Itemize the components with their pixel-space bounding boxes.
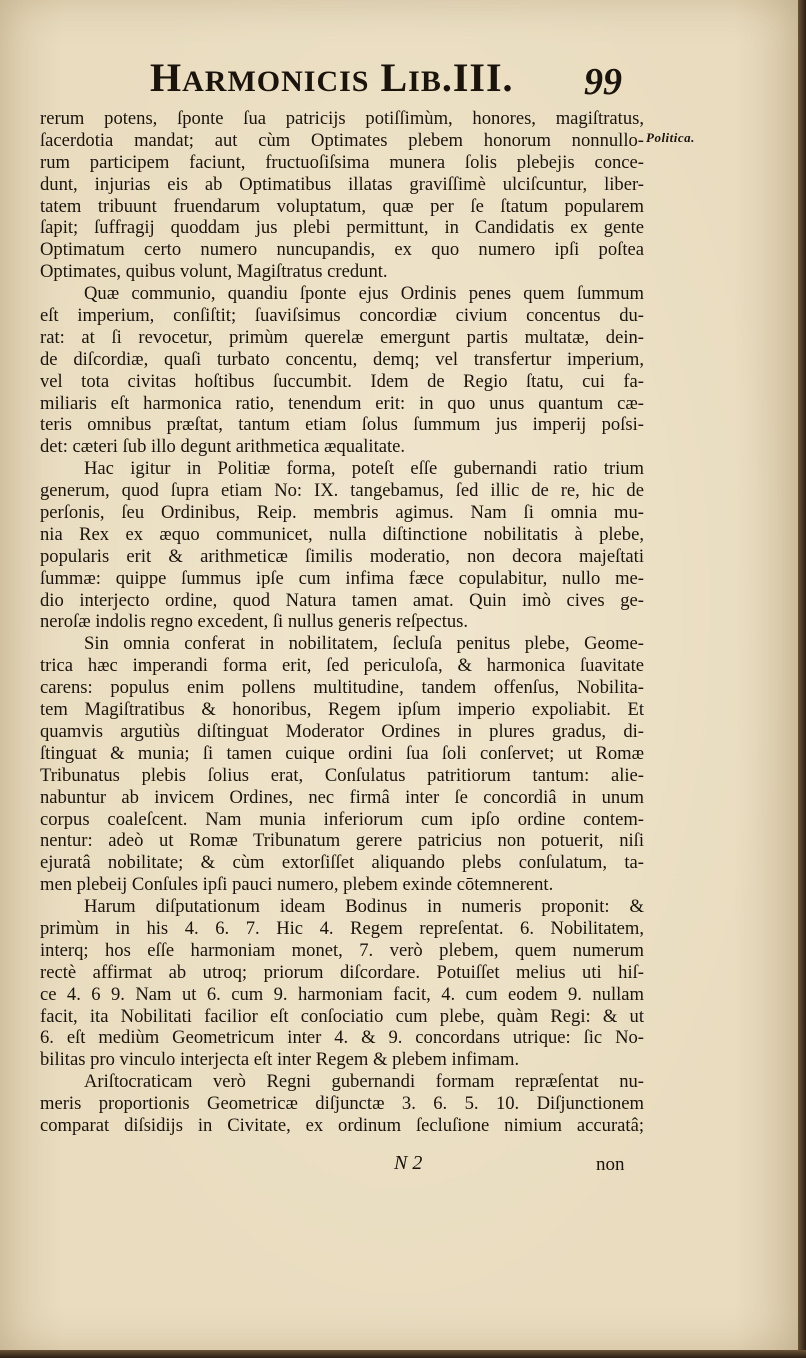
text-line: primùm in his 4. 6. 7. Hic 4. Regem repreſentat. 6. Nobilitatem, [40, 917, 644, 939]
text-line: trica hæc imperandi forma erit, ſed periculoſa, & harmonica ſuavitate [40, 655, 644, 677]
text-line: tem Magiſtratibus & honoribus, Regem ipſum imperio expoliabit. Et [40, 699, 644, 721]
text-line: perſonis, ſeu Ordinibus, Reip. membris agimus. Nam ſi omnia mu- [40, 502, 644, 524]
text-line: ce 4. 6 9. Nam ut 6. cum 9. harmoniam facit, 4. cum eodem 9. nullam [40, 983, 644, 1005]
text-line: tatem tribuunt fruendarum voluptatum, quæ per ſe ſtatum popularem [40, 195, 644, 217]
text-line: teris omnibus præſtat, tantum etiam ſolus ſummum jus imperij poſsi- [40, 414, 644, 436]
text-line: quamvis argutiùs diſtinguat Moderator Ordines in plures gradus, di- [40, 720, 644, 742]
text-line: de diſcordiæ, quaſi turbato concentu, demq; vel transfertur imperium, [40, 348, 644, 370]
body-text [40, 108, 644, 1137]
text-line: corpus coaleſcent. Nam munia inferiorum cum ipſo ordine contem- [40, 808, 644, 830]
marginal-note: Politica. [646, 130, 695, 145]
text-line: rerum potens, ſponte ſua patricijs potiſſimùm, honores, magiſtratus, [40, 108, 644, 129]
running-head-lib-initial: L [380, 55, 409, 100]
text-line: Sin omnia conferat in nobilitatem, ſecluſa penitus plebe, Geome- [84, 633, 644, 655]
running-head [150, 54, 514, 101]
text-line: meris proportionis Geometricæ diſjunctæ 3. 6. 5. 10. Diſjunctionem [40, 1093, 644, 1115]
text-line: nentur: adeò ut Romæ Tribunatum gerere patricius non potuerit, niſi [40, 830, 644, 852]
text-line: ſtinguat & munia; ſi tamen cuique ordini ſua ſoli conſervet; ut Romæ [40, 742, 644, 764]
text-line: Harum diſputationum ideam Bodinus in numeris proponit: & [84, 896, 644, 918]
text-line: rum participem faciunt, fructuoſiſsima munera ſolis plebejis conce- [40, 151, 644, 173]
text-line: eſt imperium, conſiſtit; ſuaviſsimus concordiæ civium concentus du- [40, 305, 644, 327]
text-line: Quæ communio, quandiu ſponte ejus Ordinis penes quem ſummum [84, 283, 644, 305]
text-line: rectè affirmat ab utroq; priorum diſcordare. Potuiſſet melius uti hiſ- [40, 961, 644, 983]
text-line: 6. eſt mediùm Geometricum inter 4. & 9. concordans utrique: ſic No- [40, 1027, 644, 1049]
text-line: ſapit; ſuffragij quoddam jus plebi permittunt, in Candidatis ex gente [40, 217, 644, 239]
running-head-title-initial: H [150, 55, 183, 100]
text-line: Optimatum certo numero nuncupandis, ex quo numero ipſi poſtea [40, 239, 644, 261]
catchword: non [596, 1154, 625, 1175]
text-line: nia Rex ex æquo communicet, nulla diſtinctione nobilitatis à plebe, [40, 523, 644, 545]
text-line: Ariſtocraticam verò Regni gubernandi formam repræſentat nu- [84, 1071, 644, 1093]
text-line: ejuratâ nobilitate; & cùm extorſiſſet aliquando plebs conſulatum, ta- [40, 852, 644, 874]
text-line: det: cæteri ſub illo degunt arithmetica æqualitate. [40, 436, 406, 458]
text-line: Tribunatus plebis ſolius erat, Conſulatus patritiorum tantum: alie- [40, 764, 644, 786]
text-line: ſacerdotia mandat; aut cùm Optimates plebem honorum nonnullo- [40, 129, 644, 151]
text-line: bilitas pro vinculo interjecta eſt inter Regem & plebem infimam. [40, 1049, 520, 1071]
text-line: generum, quod ſupra etiam No: IX. tangebamus, ſed illic de re, hic de [40, 480, 644, 502]
text-line: carens: populus enim pollens multitudine, tandem offenſus, Nobilita- [40, 677, 644, 699]
text-line: popularis erit & arithmeticæ ſimilis moderatio, non decora majeſtati [40, 545, 644, 567]
text-line: dunt, injurias eis ab Optimatibus illatas graviſſimè ulciſcuntur, liber- [40, 173, 644, 195]
page-edge-bottom [0, 1350, 806, 1358]
text-line: men plebeij Conſules ipſi pauci numero, plebem exinde cōtemnerent. [40, 874, 554, 896]
text-line: vel tota civitas hoſtibus ſuccumbit. Idem de Regio ſtatu, cui fa- [40, 370, 644, 392]
text-line: miliaris eſt harmonica ratio, tenendum erit: in quo unus quantum cæ- [40, 392, 644, 414]
text-line: neroſæ indolis regno excedent, ſi nullus generis reſpectus. [40, 611, 469, 633]
signature-mark: N 2 [394, 1152, 423, 1174]
text-line: comparat diſsidijs in Civitate, ex ordinum ſecluſione nimium accuratâ; [40, 1114, 644, 1136]
running-head-title-rest: ARMONICIS [182, 65, 370, 98]
text-line: facit, ita Nobilitati facilior eſt conſociatio cum plebe, quàm Regi: & ut [40, 1005, 644, 1027]
text-line: rat: at ſi revocetur, primùm querelæ emergunt partis multatæ, dein- [40, 326, 644, 348]
text-line: nabuntur ab invicem Ordines, nec firmâ inter ſe concordiâ in unum [40, 786, 644, 808]
page-edge-right [798, 0, 806, 1358]
page-number: 99 [584, 61, 622, 103]
text-line: ſummæ: quippe ſummus ipſe cum infima fæce copulabitur, nullo me- [40, 567, 644, 589]
text-line: Hac igitur in Politiæ forma, poteſt eſſe gubernandi ratio trium [84, 458, 644, 480]
running-head-lib-rest: IB [408, 65, 442, 98]
text-line: interq; hos eſſe harmoniam monet, 7. verò plebem, quem numerum [40, 939, 644, 961]
running-head-book-number: .III. [441, 55, 514, 100]
text-line: dio interjecto ordine, quod Natura tamen amat. Quin imò cives ge- [40, 589, 644, 611]
text-line: Optimates, quibus volunt, Magiſtratus credunt. [40, 261, 388, 283]
